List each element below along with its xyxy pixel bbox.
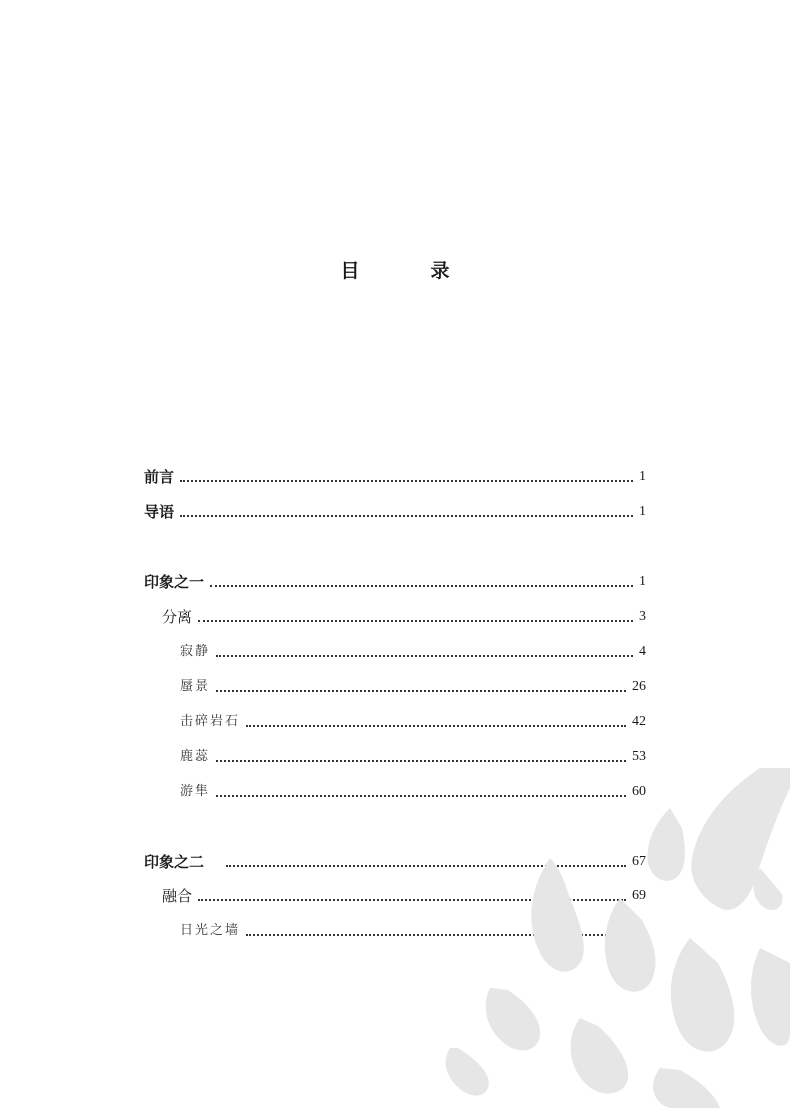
toc-label: 融合 [162,887,193,905]
toc-label: 印象之一 [144,573,205,591]
toc-entry-separation[interactable] [162,603,646,627]
toc-label: 前言 [144,468,175,486]
page-title: 目 录 [340,260,476,282]
toc-page-number: 60 [632,784,646,799]
toc-page-number: 1 [639,504,646,519]
toc-label: 击碎岩石 [180,714,241,729]
dot-leader [216,655,633,657]
toc-page-number: 42 [632,714,646,729]
toc-label: 日光之墙 [180,923,241,938]
toc-entry-silence[interactable] [180,638,646,662]
dot-leader [180,515,633,517]
toc-entry-preface[interactable] [144,463,646,487]
toc-page-number: 53 [632,749,646,764]
toc-page-number: 69 [632,888,646,903]
toc-page-number: 26 [632,679,646,694]
dot-leader [216,690,626,692]
toc-label: 游隼 [180,784,211,799]
toc-page-number: 3 [639,609,646,624]
toc-label: 寂静 [180,644,211,659]
toc-label: 鹿蕊 [180,749,211,764]
toc-page-number: 1 [639,574,646,589]
toc-page-number: 4 [639,644,646,659]
toc-label: 导语 [144,503,175,521]
toc-label: 蜃景 [180,679,211,694]
toc-page-number: 1 [639,469,646,484]
dot-leader [246,725,626,727]
toc-entry-impression-one[interactable] [144,568,646,592]
toc-entry-breaking-rocks[interactable] [180,708,646,732]
dot-leader [198,620,633,622]
toc-entry-mirage[interactable] [180,673,646,697]
toc-label: 印象之二 [144,853,205,871]
ink-brush-watermark-icon [430,748,790,1108]
dot-leader [210,585,633,587]
toc-label: 分离 [162,608,193,626]
dot-leader [180,480,633,482]
toc-page-number: 67 [632,854,646,869]
toc-entry-introduction[interactable] [144,498,646,522]
